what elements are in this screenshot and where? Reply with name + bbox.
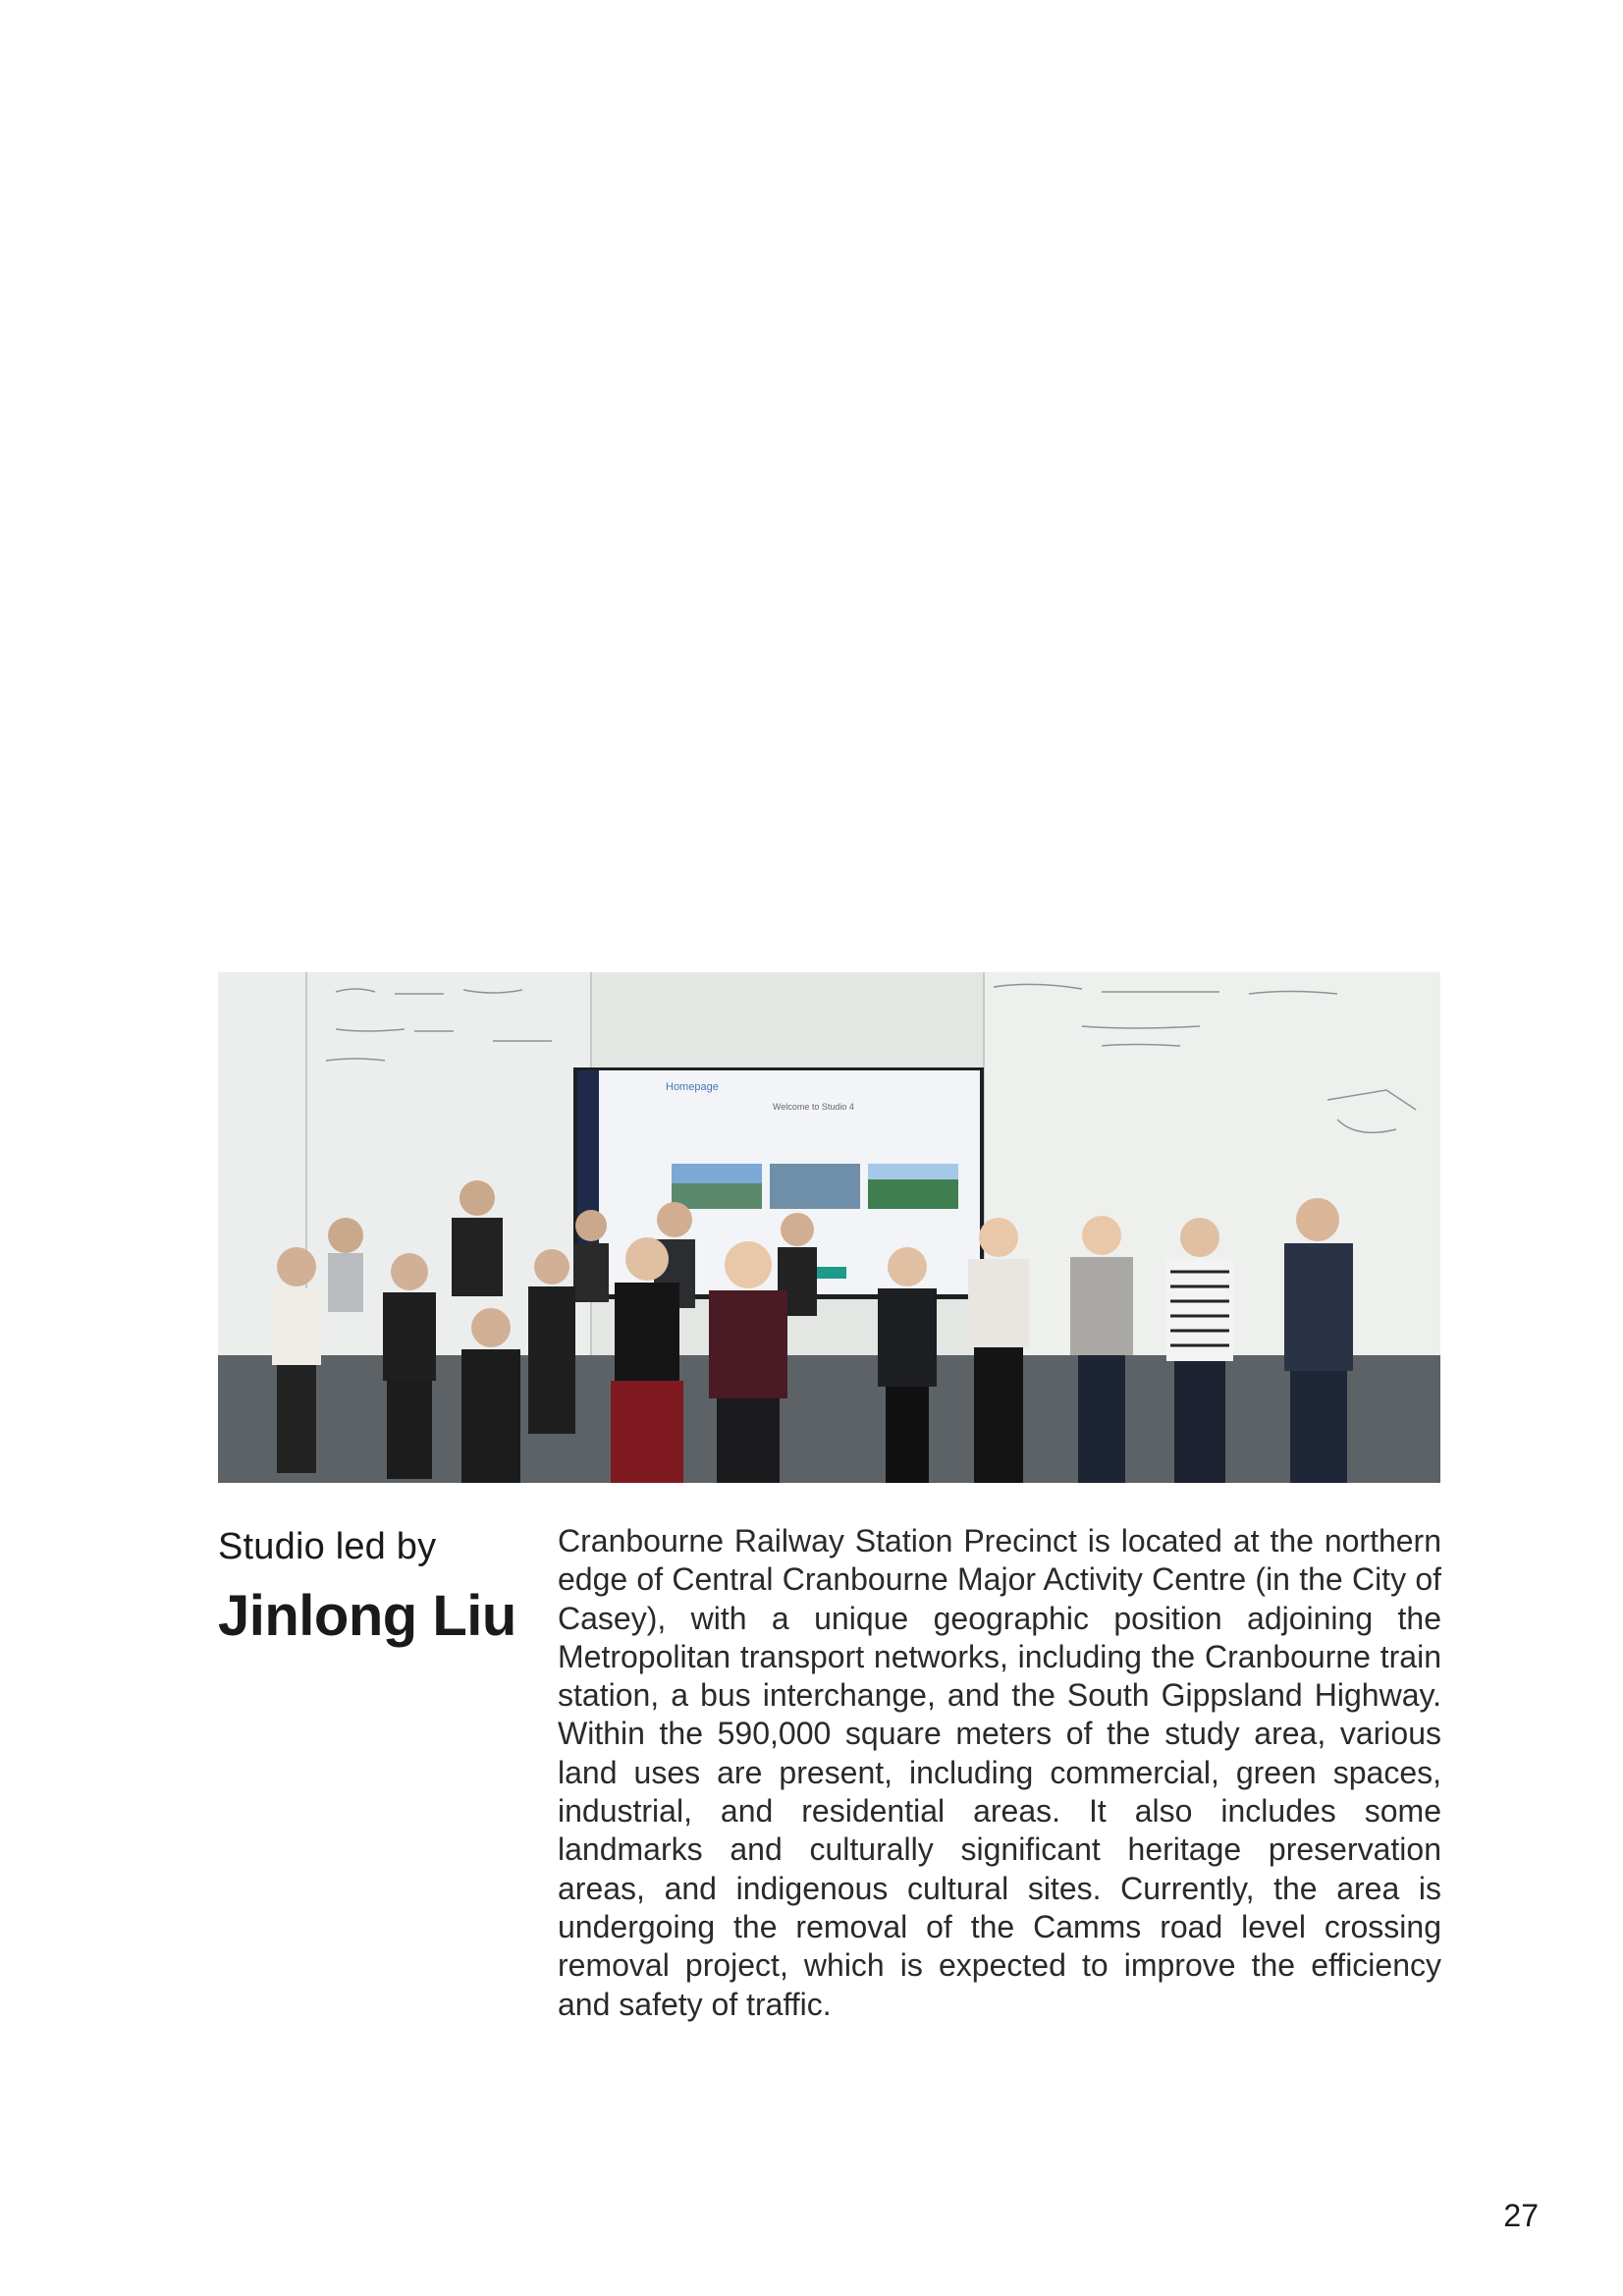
body-paragraph: Cranbourne Railway Station Precinct is located at the northern edge of Central Cranbourne Major Activity Centre (in the City of Casey), with a unique geographic position adjoining the Metropolitan transport networks, including the Cranbourne train station, a bus interchange, and the South Gippsland Highway. Within the 590,000 square meters of the study area, various land uses are present, including commercial, green spaces, industrial, and residential areas. It also includes some landmarks and culturally significant heritage preservation areas, and indigenous cultural sites. Currently, the area is undergoing the removal of the Camms road level crossing removal project, which is expected to improve the efficiency and safety of traffic. xyxy=(558,1523,1441,2022)
group-photo xyxy=(218,972,1440,1483)
screen-subtitle: Welcome to Studio 4 xyxy=(773,1102,854,1112)
leader-name: Jinlong Liu xyxy=(218,1584,516,1648)
studio-label: Studio led by xyxy=(218,1526,437,1567)
page-number: 27 xyxy=(1503,2198,1539,2233)
screen-title: Homepage xyxy=(666,1081,719,1093)
